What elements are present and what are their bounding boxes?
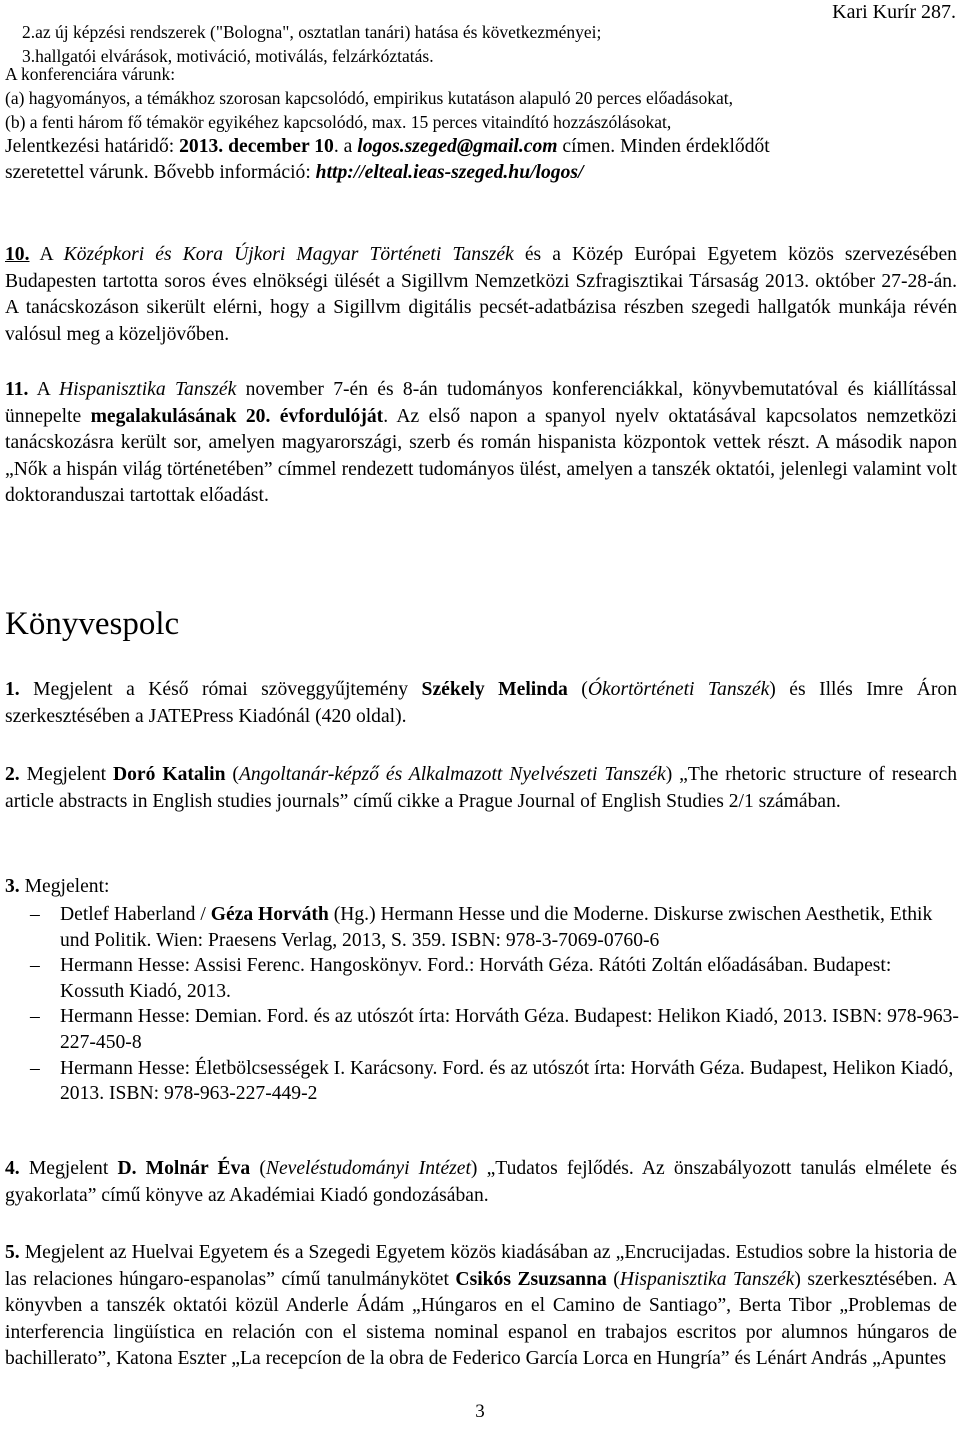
book-item-3: 3. Megjelent: bbox=[5, 876, 110, 897]
item-number: 3. bbox=[5, 876, 20, 897]
item-number: 2. bbox=[5, 764, 20, 785]
publication-entry: – Hermann Hesse: Assisi Ferenc. Hangoskönyv. Ford.: Horváth Géza. Rátóti Zoltán előadásában. Budapest: Kossuth Kiadó, 2013. bbox=[30, 955, 892, 1002]
book-item-2: 2. Megjelent Doró Katalin (Angoltanár-képző és Alkalmazott Nyelvészeti Tanszék) „The rhetoric structure of research article abstracts in English studies journals” című cikke a Prague Journal of English Studies 2/1 számában. bbox=[5, 764, 958, 812]
author-name: Géza Horváth bbox=[210, 904, 329, 925]
author-name: Csikós Zsuzsanna bbox=[455, 1268, 607, 1290]
department-name: Neveléstudományi Intézet bbox=[265, 1158, 471, 1179]
news-item-10: 10. A Középkori és Kora Újkori Magyar Történeti Tanszék és a Közép Európai Egyetem közös szervezésében Budapesten tartotta soros éves elnökségi ülését a Sigillvm Nemzetközi Szfragisztikai Társaság 2013. október 27-28-án. A tanácskozáson sikerült elérni, hogy a Sigillvm digitális pecsét-adatbázisa részben szegedi hallgatók munkája révén valósul meg a közeljövőben. bbox=[5, 244, 957, 345]
item-number: 5. bbox=[5, 1242, 20, 1263]
author-name: Doró Katalin bbox=[112, 764, 226, 785]
book-item-1: 1. Megjelent a Késő római szöveggyűjtemény Székely Melinda (Ókortörténeti Tanszék) és Illés Imre Áron szerkesztésében a JATEPress Kiadónál (420 oldal). bbox=[5, 679, 957, 727]
book-item-5: 5. Megjelent az Huelvai Egyetem és a Szegedi Egyetem közös kiadásában az „Encrucijadas. Estudios sobre la historia de las relaciones húngaro-espanolas” című tanulmánykötet Csikós Zsuzsanna (Hispanisztika Tanszék) szerkesztésében. A könyvben a tanszék oktatói közül Anderle Ádám „Húngaros en el Camino de Santiago”, Berta Tibor „Problemas de interferencia lingüística en relación con el sistema nominal espanol en trabajos escritos por alumnos húngaros de bachillerato”, Katona Eszter „La recepcíon de la obra de Federico García Lorca en Hungría” és Lénárt András „Apuntes bbox=[5, 1242, 958, 1370]
publication-entry: – Hermann Hesse: Demian. Ford. és az utószót írta: Horváth Géza. Budapest: Helikon Kiadó, 2013. ISBN: 978-963-227-450-8 bbox=[30, 1006, 959, 1053]
conference-item-b: (b) a fenti három fő témakör egyikéhez kapcsolódó, max. 15 perces vitaindító hozzászólásokat, bbox=[5, 112, 672, 132]
author-name: D. Molnár Éva bbox=[117, 1158, 251, 1179]
department-name: Angoltanár-képző és Alkalmazott Nyelvészeti Tanszék bbox=[238, 764, 666, 785]
book-item-4: 4. Megjelent D. Molnár Éva (Neveléstudományi Intézet) „Tudatos fejlődés. Az önszabályozott tanulás elmélete és gyakorlata” című könyve az Akadémiai Kiadó gondozásában. bbox=[5, 1158, 957, 1206]
dash-bullet: – bbox=[30, 955, 40, 977]
item-number: 11. bbox=[5, 379, 29, 400]
anniversary-text: megalakulásának 20. évfordulóját bbox=[90, 405, 384, 427]
publication-entry: – Detlef Haberland / Géza Horváth (Hg.) Hermann Hesse und die Moderne. Diskurse zwischen Aesthetik, Ethik und Politik. Wien: Praesens Verlag, 2013, S. 359. ISBN: 978-3-7069-0760-6 bbox=[30, 904, 933, 951]
publication-entry: – Hermann Hesse: Életbölcsességek I. Karácsony. Ford. és az utószót írta: Horváth Géza. Budapest, Helikon Kiadó, 2013. ISBN: 978-963-227-449-2 bbox=[30, 1057, 954, 1105]
section-heading-bookshelf: Könyvespolc bbox=[5, 606, 180, 642]
contact-email[interactable]: logos.szeged@gmail.com bbox=[357, 136, 558, 157]
topic-list bbox=[22, 20, 782, 68]
conference-more-info: szeretettel várunk. Bővebb információ: http://elteal.ieas-szeged.hu/logos/ bbox=[5, 162, 584, 183]
item-number: 10. bbox=[5, 244, 30, 265]
topic-item: 3.hallgatói elvárások, motiváció, motiválás, felzárkóztatás. bbox=[22, 46, 434, 66]
item-number: 1. bbox=[5, 679, 20, 700]
conference-intro: A konferenciára várunk: bbox=[5, 64, 176, 84]
conference-deadline: Jelentkezési határidő: 2013. december 10. a logos.szeged@gmail.com címen. Minden érdeklődőt bbox=[5, 136, 770, 157]
author-name: Székely Melinda bbox=[421, 679, 568, 700]
item-number: 4. bbox=[5, 1158, 20, 1179]
newsletter-header-title: Kari Kurír 287. bbox=[832, 1, 956, 23]
page-number: 3 bbox=[475, 1401, 485, 1422]
conference-item-a: (a) hagyományos, a témákhoz szorosan kapcsolódó, empirikus kutatáson alapuló 20 perces előadásokat, bbox=[5, 88, 733, 108]
news-item-11: 11. A Hispanisztika Tanszék november 7-én és 8-án tudományos konferenciákkal, könyvbemutatóval és kiállítással ünnepelte megalakulásának 20. évfordulóját. Az első napon a spanyol nyelv oktatásával kapcsolatos nemzetközi tanácskozásra került sor, amelyen magyarországi, szerb és román hispanista központok vettek részt. A második napon „Nők a hispán világ történetében” címmel rendezett tudományos ülést, amelyen a tanszék oktatói, jelenlegi valamint volt doktoranduszai tartottak előadást. bbox=[5, 379, 957, 507]
department-name: Középkori és Kora Újkori Magyar Történeti Tanszék bbox=[63, 244, 514, 265]
publication-list bbox=[30, 902, 960, 1107]
deadline-date: 2013. december 10 bbox=[179, 136, 334, 157]
info-url-link[interactable]: http://elteal.ieas-szeged.hu/logos/ bbox=[315, 162, 584, 183]
dash-bullet: – bbox=[30, 1006, 40, 1028]
conference-call bbox=[5, 62, 955, 186]
department-name: Hispanisztika Tanszék bbox=[619, 1268, 795, 1290]
department-name: Hispanisztika Tanszék bbox=[58, 379, 237, 400]
dash-bullet: – bbox=[30, 904, 40, 925]
dash-bullet: – bbox=[30, 1057, 40, 1079]
department-name: Ókortörténeti Tanszék bbox=[587, 679, 770, 700]
topic-item: 2.az új képzési rendszerek ("Bologna", osztatlan tanári) hatása és következményei; bbox=[22, 22, 602, 42]
